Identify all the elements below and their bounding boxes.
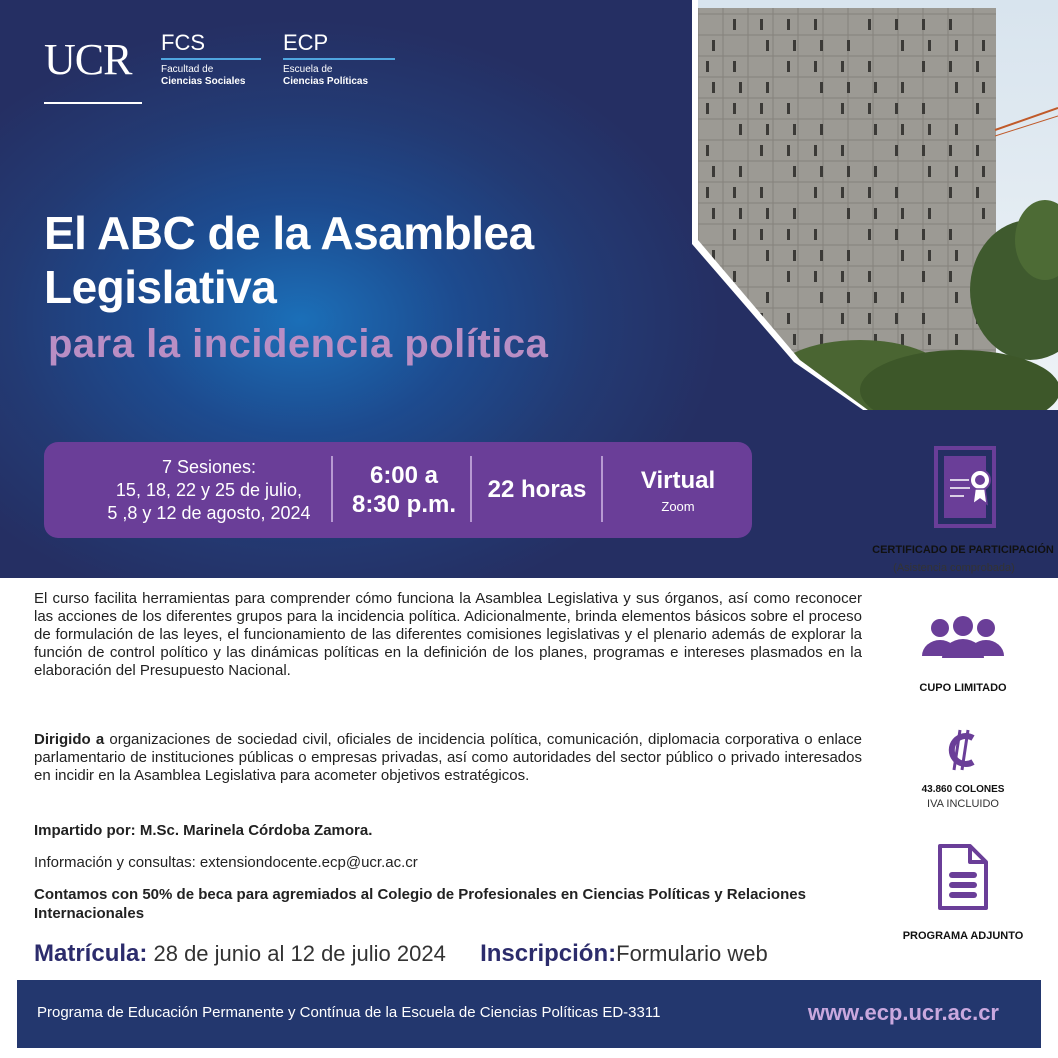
inscripcion-label: Inscripción: [480,940,617,967]
sessions-info [74,442,344,538]
matricula-value: 28 de junio al 12 de julio 2024 [153,941,446,966]
capacity-label: CUPO LIMITADO [919,682,1007,694]
audience-label: Dirigido a [34,731,105,748]
course-description [34,590,862,680]
fcs-abbr: FCS [161,30,205,55]
colon-currency-icon [943,728,983,772]
time-start: 6:00 a [369,462,439,489]
title-line1: El ABC de la Asamblea [44,207,534,259]
contact-info: Información y consultas: extensiondocente.ecp@ucr.ac.cr [34,854,418,871]
sessions-title: 7 Sesiones: [161,456,257,477]
capacity-feature [868,616,1058,695]
people-group-icon [918,616,1008,662]
schedule-bar [44,442,752,538]
footer-text: Programa de Educación Permanente y Contínua de la Escuela de Ciencias Políticas ED-3311 [37,1004,661,1021]
matricula-label: Matrícula: [34,940,148,967]
fcs-logo [161,30,261,88]
program-feature [868,842,1058,943]
platform: Zoom [661,498,695,514]
program-label[interactable]: PROGRAMA ADJUNTO [902,930,1024,942]
time-end: 8:30 p.m. [351,491,457,518]
ucr-logo-underline [44,102,142,104]
certificate-icon [918,446,1008,530]
fcs-bar [161,58,261,60]
audience-text: organizaciones de sociedad civil, oficiales de incidencia política, comunicación, diplomacia corporativa o enlace parlamentario de instituciones públicas o empresas privadas, así como autoridades del sector público o privado interesados en incidir en la Asamblea Legislativa para acometer objetivos estratégicos. [34,731,862,784]
fcs-line2: Ciencias Sociales [161,76,246,87]
certificate-sub: (Asistencia comprobada) [893,562,1015,574]
price-label: 43.860 COLONES [921,784,1005,795]
sessions-dates-1: 15, 18, 22 y 25 de julio, [115,479,303,500]
description-text: El curso facilita herramientas para comprender cómo funciona la Asamblea Legislativa y sus órganos, así como reconocer las acciones de los diferentes grupos para la incidencia política. Adicionalmente, brinda elementos básicos sobre el proceso de formulación de las leyes, el funcionamiento de las diferentes comisiones legislativas y el plenario además de explorar la función de control político y las dinámicas políticas en la definición de los planes, programas e intereses plasmados en la elaboración del Presupuesto Nacional. [34,590,862,679]
ecp-logo [283,30,395,88]
certificate-feature [868,446,1058,575]
sessions-dates-2: 5 ,8 y 12 de agosto, 2024 [107,502,311,523]
divider [601,456,603,522]
ecp-bar [283,58,395,60]
time-info [334,442,474,538]
certificate-label: CERTIFICADO DE PARTICIPACIÓN [872,544,1054,556]
divider [331,456,333,522]
hours-info: 22 horas [487,476,587,503]
divider [470,456,472,522]
page-subtitle: para la incidencia política [48,322,549,366]
audience-paragraph [34,731,862,785]
modality: Virtual [640,466,716,494]
price-sub: IVA INCLUIDO [927,798,999,810]
fcs-line1: Facultad de [161,64,214,75]
instructor: Impartido por: M.Sc. Marinela Córdoba Zamora. [34,822,373,839]
title-line2: Legislativa [44,261,277,313]
footer-url-link[interactable]: www.ecp.ucr.ac.cr [807,1000,999,1025]
scholarship-note: Contamos con 50% de beca para agremiados al Colegio de Profesionales en Ciencias Políticas y Relaciones Internacionales [34,886,806,922]
price-feature [868,728,1058,811]
document-icon [936,842,990,912]
ucr-logo: UCR [44,35,132,84]
registration-line [34,940,768,968]
ecp-line2: Ciencias Políticas [283,76,369,87]
page-title [44,206,684,314]
inscripcion-value[interactable]: Formulario web [616,941,768,966]
modality-info [604,442,752,538]
footer [17,980,1041,1048]
ecp-line1: Escuela de [283,64,333,75]
ecp-abbr: ECP [283,30,329,55]
